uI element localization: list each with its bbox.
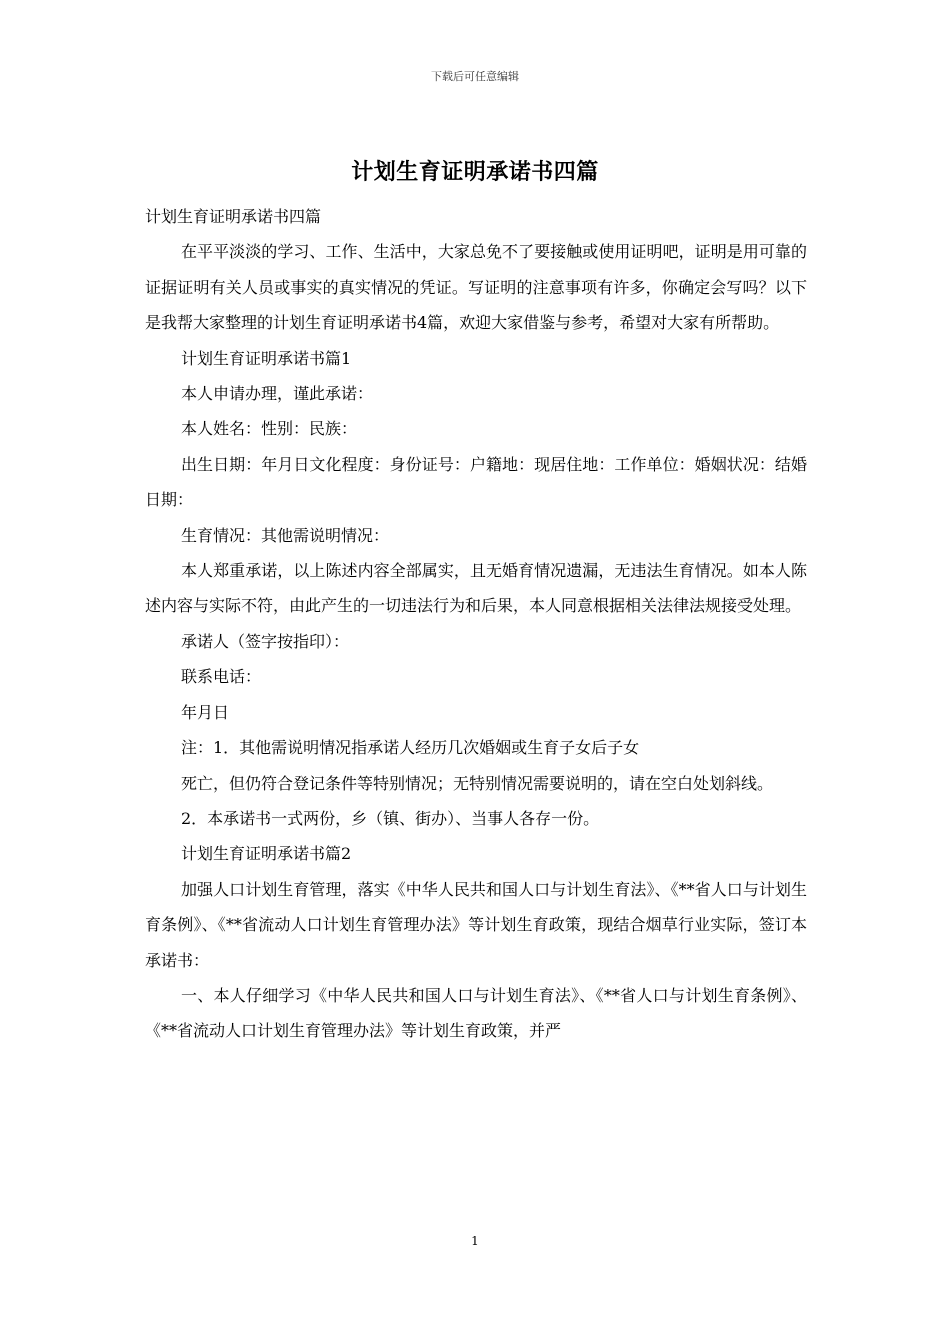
subtitle-paragraph: 计划生育证明承诺书四篇 [145, 207, 322, 226]
date-line: 年月日 [181, 702, 230, 722]
paragraph: 加强人口计划生育管理，落实《中华人民共和国人口与计划生育法》、《**省人口与计划生育条例》、《**省流动人口计划生育管理办法》等计划生育政策，现结合烟草行业实际，签订本承诺书： [145, 879, 807, 970]
note-paragraph: 2．本承诺书一式两份，乡（镇、街办）、当事人各存一份。 [181, 808, 600, 828]
paragraph: 本人申请办理，谨此承诺： [181, 384, 374, 404]
intro-paragraph: 在平平淡淡的学习、工作、生活中，大家总免不了要接触或使用证明吧，证明是用可靠的证据证明有关人员或事实的真实情况的凭证。写证明的注意事项有许多，你确定会写吗？以下是我帮大家整理的计划生育证明承诺书4篇，欢迎大家借鉴与参考，希望对大家有所帮助。 [145, 242, 807, 333]
form-field-line: 本人姓名：性别：民族： [181, 419, 358, 439]
section-heading-1: 计划生育证明承诺书篇1 [181, 348, 352, 368]
phone-line: 联系电话： [181, 667, 262, 687]
paragraph: 一、本人仔细学习《中华人民共和国人口与计划生育法》、《**省人口与计划生育条例》、《**省流动人口计划生育管理办法》等计划生育政策，并严 [145, 985, 807, 1041]
paragraph: 本人郑重承诺，以上陈述内容全部属实，且无婚育情况遗漏，无违法生育情况。如本人陈述内容与实际不符，由此产生的一切违法行为和后果，本人同意根据相关法律法规接受处理。 [145, 561, 807, 616]
form-field-line: 出生日期：年月日文化程度：身份证号：户籍地：现居住地：工作单位：婚姻状况：结婚日期： [145, 454, 807, 510]
document-body [145, 199, 807, 1049]
document-title: 计划生育证明承诺书四篇 [351, 159, 599, 185]
form-field-line: 生育情况：其他需说明情况： [181, 525, 390, 545]
note-paragraph: 死亡，但仍符合登记条件等特别情况；无特别情况需要说明的，请在空白处划斜线。 [181, 773, 774, 793]
page-number: 1 [471, 1234, 479, 1248]
signature-line: 承诺人（签字按指印）： [181, 631, 350, 651]
note-paragraph: 注：1．其他需说明情况指承诺人经历几次婚姻或生育子女后子女 [181, 738, 640, 758]
section-heading-2: 计划生育证明承诺书篇2 [181, 844, 352, 864]
header-note: 下载后可任意编辑 [431, 70, 519, 83]
